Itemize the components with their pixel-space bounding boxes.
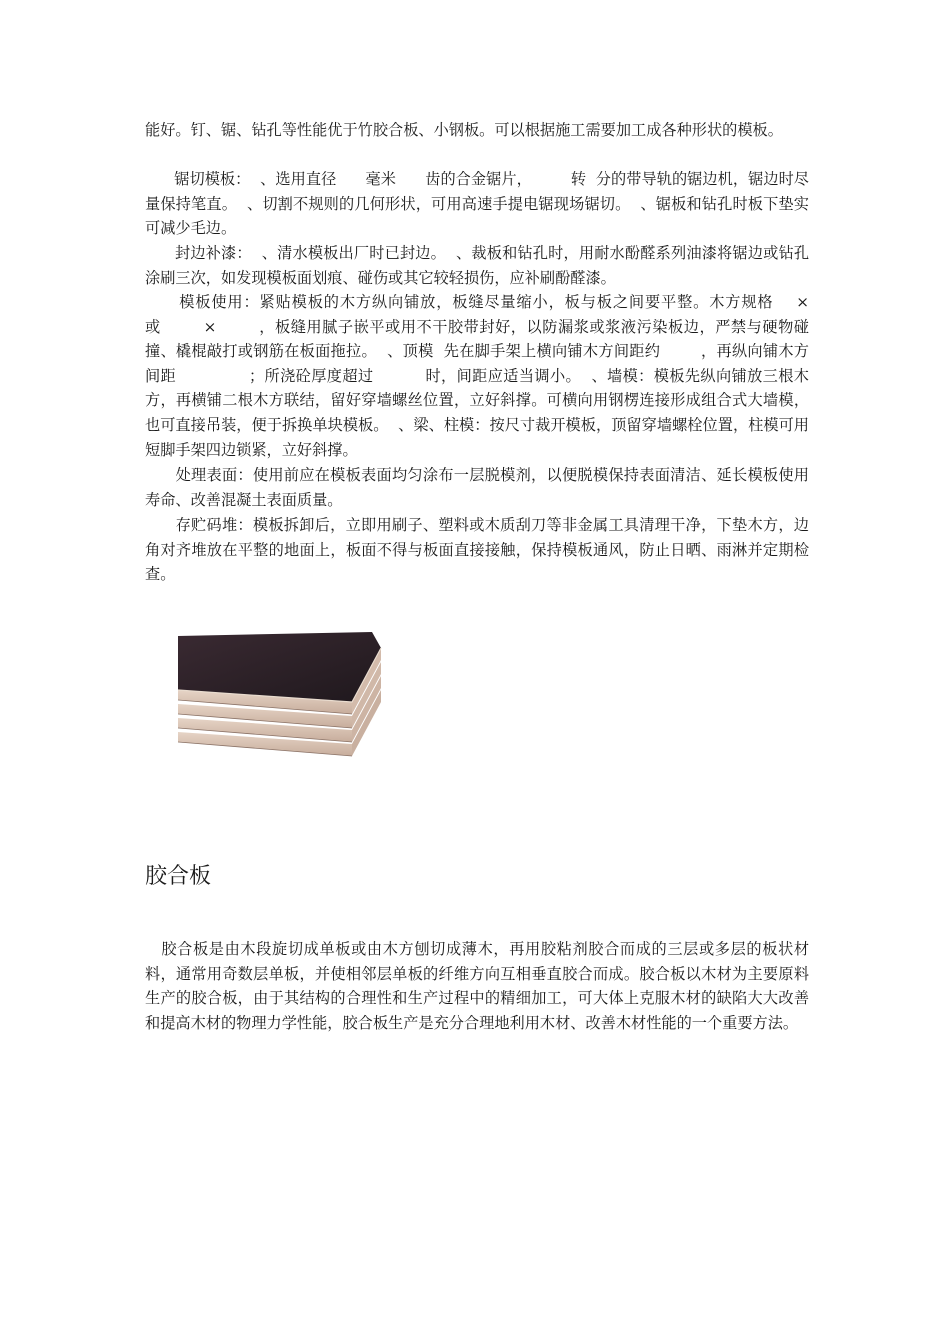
body-paragraph-1: 能好。钉、锯、钻孔等性能优于竹胶合板、小钢板。可以根据施工需要加工成各种形状的模板。 (145, 121, 783, 139)
body-paragraph-usage: 模板使用：紧贴模板的木方纵向铺放，板缝尽量缩小，板与板之间要平整。木方规格 × 或 × ，板缝用腻子嵌平或用不干胶带封好，以防漏浆或浆液污染板边，严禁与硬物碰撞、橇棍敲打或钢筋在板面拖拉。 、顶模 先在脚手架上横向铺木方间距约 ，再纵向铺木方间距 ；所浇砼厚度超过 时，间距应适当调小。 、墙模：模板先纵向铺放三根木方，再横铺二根木方联结，留好穿墙螺丝位置，立好斜撑。可横向用钢楞连接形成组合式大墙模，也可直接吊装，便于拆换单块模板。 、梁、柱模：按尺寸裁开模板，顶留穿墙螺栓位置，柱模可用短脚手架四边锁紧，立好斜撑。 (145, 293, 848, 459)
section-heading-plywood: 胶合板 (145, 864, 212, 889)
plywood-definition-paragraph: 胶合板是由木段旋切成单板或由木方刨切成薄木，再用胶粘剂胶合而成的三层或多层的板状材料，通常用奇数层单板，并使相邻层单板的纤维方向互相垂直胶合而成。胶合板以木材为主要原料生产的胶合板，由于其结构的合理性和生产过程中的精细加工，可大体上克服木材的缺陷大大改善和提高木材的物理力学性能，胶合板生产是充分合理地利用木材、改善木材性能的一个重要方法。 (145, 940, 810, 1032)
stacked-plywood-boards-icon (176, 632, 390, 766)
plywood-stack-photo (176, 632, 390, 766)
body-paragraph-sawing: 锯切模板： 、选用直径 毫米 齿的合金锯片， 转 分的带导轨的锯边机，锯边时尽量保持笔直。 、切割不规则的几何形状，可用高速手提电锯现场锯切。 、锯板和钻孔时板下垫实可减少毛边。 (145, 170, 809, 238)
body-paragraph-surface: 处理表面：使用前应在模板表面均匀涂布一层脱模剂，以便脱模保持表面清洁、延长模板使用寿命、改善混凝土表面质量。 (145, 466, 809, 509)
body-paragraph-edge-sealing: 封边补漆： 、清水模板出厂时已封边。 、裁板和钻孔时，用耐水酚醛系列油漆将锯边或钻孔涂刷三次，如发现模板面划痕、碰伤或其它较轻损伤，应补刷酚醛漆。 (145, 244, 810, 287)
body-paragraph-storage: 存贮码堆：模板拆卸后，立即用刷子、塑料或木质刮刀等非金属工具清理干净，下垫木方，边角对齐堆放在平整的地面上，板面不得与板面直接接触，保持模板通风，防止日晒、雨淋并定期检查。 (145, 516, 809, 584)
